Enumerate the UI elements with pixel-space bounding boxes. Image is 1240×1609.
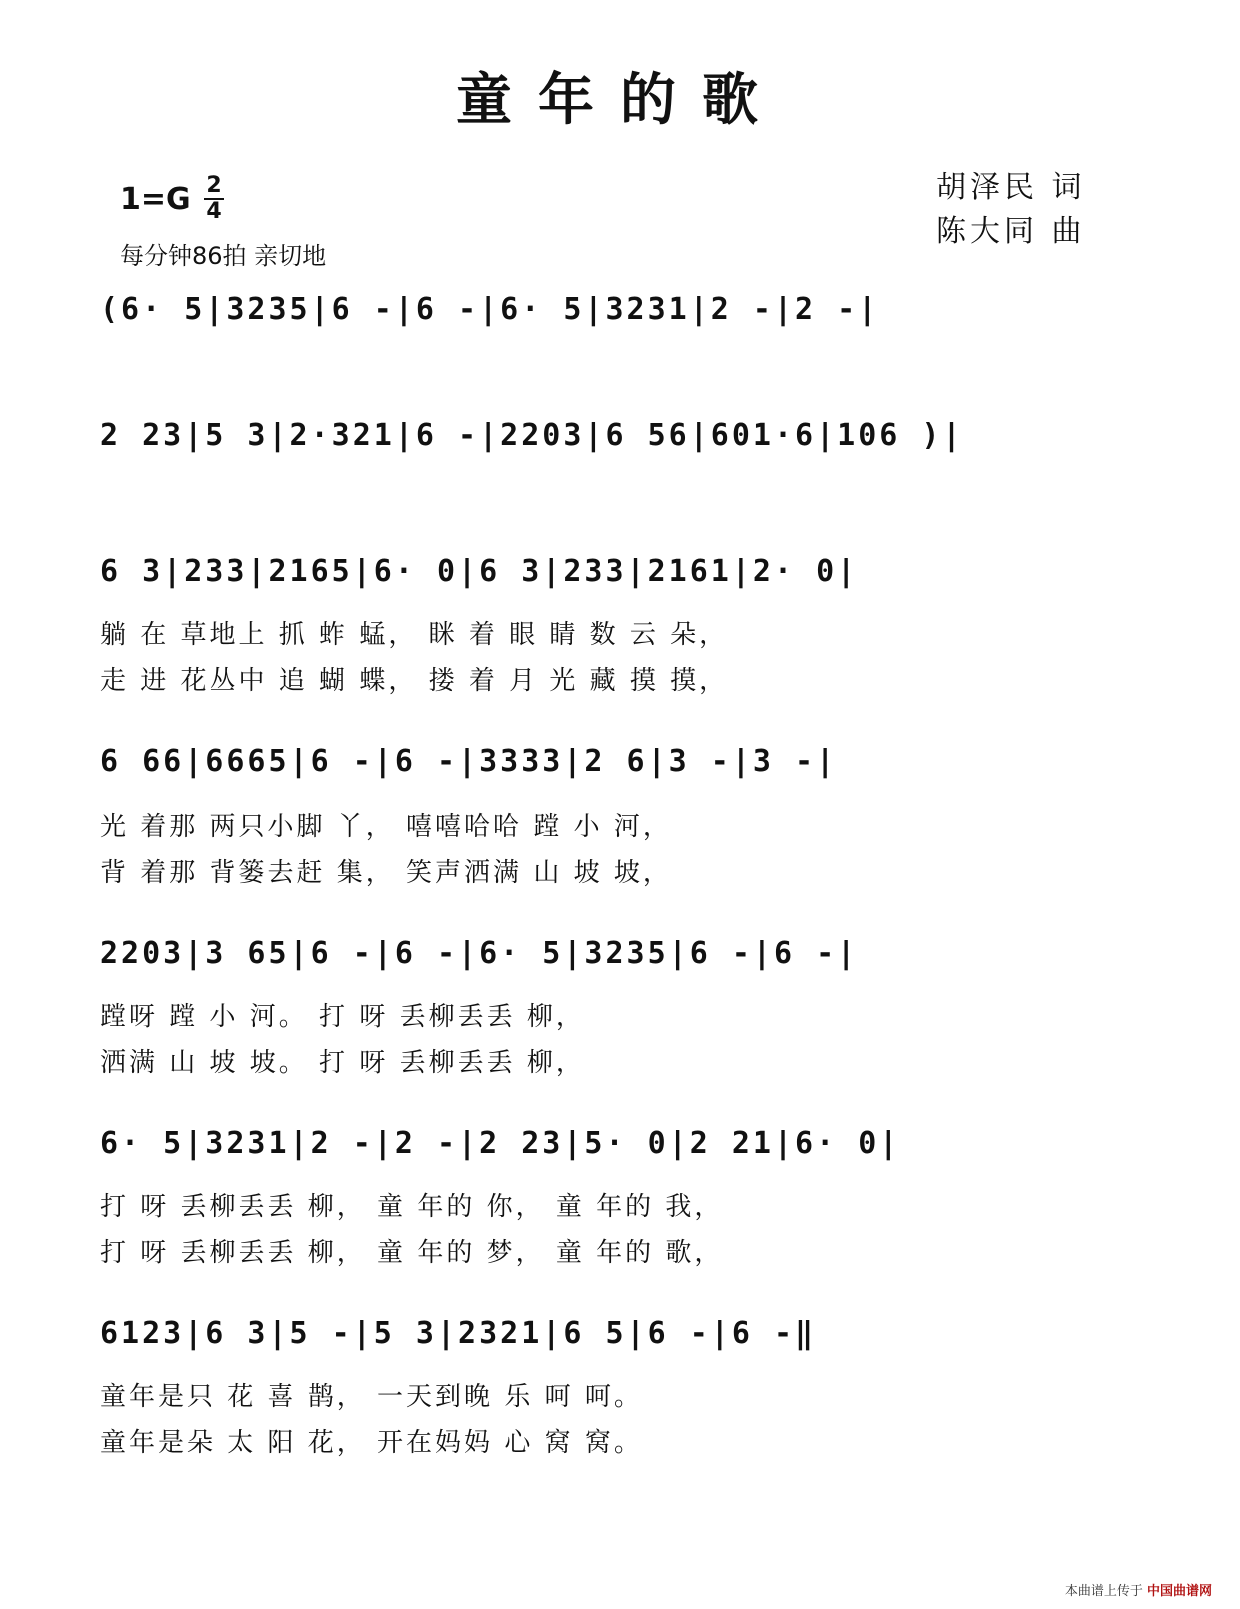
composer-credit: 陈大同 曲 [936, 214, 1086, 249]
notation-line-5: 2203|3 65|6 -|6 -|6· 5|3235|6 -|6 -| [100, 936, 859, 971]
lyric-verse-1: 打 呀 丢柳丢丢 柳， 童 年的 你， 童 年的 我， [100, 1192, 724, 1222]
notation-line-3: 6 3|233|2165|6· 0|6 3|233|2161|2· 0| [100, 554, 859, 589]
lyric-verse-2: 背 着那 背篓去赶 集， 笑声洒满 山 坡 坡， [100, 858, 672, 888]
song-title: 童年的歌 [456, 67, 784, 133]
lyric-verse-1: 光 着那 两只小脚 丫， 嘻嘻哈哈 蹚 小 河， [100, 812, 672, 842]
lyric-verse-1: 蹚呀 蹚 小 河。 打 呀 丢柳丢丢 柳， [100, 1002, 585, 1032]
time-denominator: 4 [206, 199, 222, 224]
notation-line-6: 6· 5|3231|2 -|2 -|2 23|5· 0|2 21|6· 0| [100, 1126, 901, 1161]
lyricist-credit: 胡泽民 词 [936, 170, 1086, 205]
lyric-verse-1: 童年是只 花 喜 鹊， 一天到晚 乐 呵 呵。 [100, 1382, 643, 1412]
time-signature [204, 174, 224, 224]
notation-line-4: 6 66|6665|6 -|6 -|3333|2 6|3 -|3 -| [100, 744, 838, 779]
upload-footer [1065, 1580, 1212, 1599]
site-name: 中国曲谱网 [1146, 1584, 1212, 1599]
notation-line-7: 6123|6 3|5 -|5 3|2321|6 5|6 -|6 -‖ [100, 1316, 817, 1351]
notation-line-2: 2 23|5 3|2·321|6 -|2203|6 56|601·6|106 )| [100, 418, 964, 453]
tempo-marking: 每分钟86拍 亲切地 [120, 242, 327, 270]
time-numerator: 2 [206, 173, 222, 198]
notation-line-1: (6· 5|3235|6 -|6 -|6· 5|3231|2 -|2 -| [100, 292, 880, 327]
lyric-verse-2: 走 进 花丛中 追 蝴 蝶， 搂 着 月 光 藏 摸 摸， [100, 666, 729, 696]
footer-prefix: 本曲谱上传于 [1064, 1584, 1143, 1599]
lyric-verse-2: 童年是朵 太 阳 花， 开在妈妈 心 窝 窝。 [100, 1428, 643, 1458]
lyric-verse-2: 打 呀 丢柳丢丢 柳， 童 年的 梦， 童 年的 歌， [100, 1238, 724, 1268]
lyric-verse-2: 洒满 山 坡 坡。 打 呀 丢柳丢丢 柳， [100, 1048, 585, 1078]
key-signature: 1=G [120, 182, 191, 217]
lyric-verse-1: 躺 在 草地上 抓 蚱 蜢， 眯 着 眼 睛 数 云 朵， [100, 620, 729, 650]
